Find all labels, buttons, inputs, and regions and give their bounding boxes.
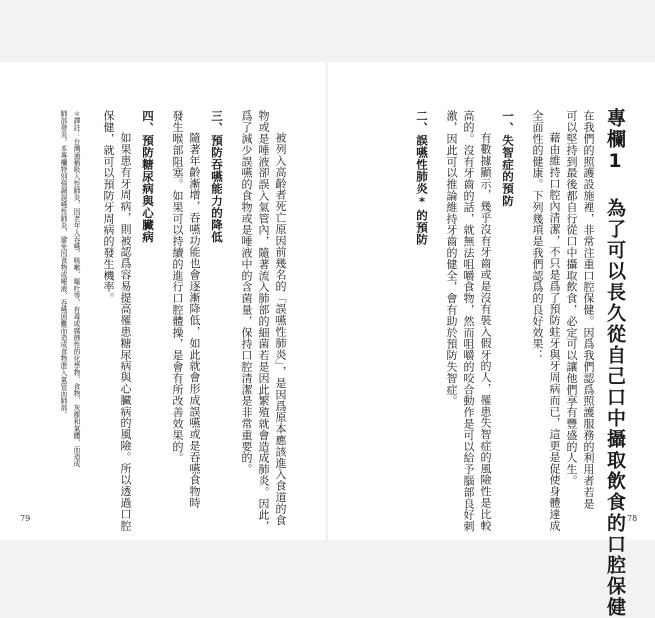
intro-line-4: 全面性的健康。下列幾項是我們認爲的良好效果：: [531, 110, 544, 361]
section4-line-2: 保健，就可以預防牙周病的發生機率。: [102, 110, 115, 304]
section1-line-2: 高的。沒有牙齒的話，就無法咀嚼食物，然而咀嚼的咬合動作是可以給予腦部良好刺: [462, 110, 475, 532]
footnote-line-2: 肺部發炎。本專欄特別強調誤嚥性肺炎，避免因食物或唾液、吞嚥困難而造成食物進入氣管而肺部。: [59, 110, 67, 418]
section1-line-3: 激，因此可以推論維持牙齒的健全，會有助於預防失智症。: [445, 110, 458, 407]
section2-line-1: 被列入高齡者死亡原因前幾名的「誤嚥性肺炎」，是因爲原本應該進入食道的食: [274, 132, 287, 526]
section4-line-1: 如果患有牙周病，則被認爲容易提高罹患糖尿病與心臟病的風險。所以透過口腔: [119, 132, 132, 531]
book-spread: [0, 62, 655, 618]
section2-line-3: 爲了減少誤嚥的食物或是唾液中的含菌量，保持口腔清潔是非常重要的。: [240, 110, 253, 475]
intro-line-2: 可以堅持到最後都自行從口中攝取飲食，必定可以讓他們享有豐盛的人生。: [565, 110, 578, 487]
footnote-line-1: ＊譯註：台灣通稱吸入性肺炎，因老年人吞嚥、咳嗽、嘔吐等，有毒或腐蝕性的化學物、食物、灰塵和氣體，而造成: [72, 110, 80, 467]
left-page: [0, 62, 327, 540]
section2-heading: 二、誤嚥性肺炎*的預防: [415, 110, 429, 246]
section1-heading: 一、失智症的預防: [501, 110, 515, 207]
column-title: 專欄1 為了可以長久從自己口中攝取飲食的口腔保健: [604, 108, 626, 618]
section3-line-2: 發生喉部阻塞。如果可以持續的進行口腔體操，是會有所改善效果的。: [171, 110, 184, 464]
section2-line-2: 物或是唾液卻誤入氣管內，隨著流入肺部的細菌若是因此繁殖就會造成肺炎。因此，: [257, 110, 270, 532]
section3-heading: 三、預防吞嚥能力的降低: [210, 110, 224, 244]
section3-line-1: 隨著年齡漸增，吞嚥功能也會逐漸降低，如此就會形成誤嚥或是吞嚥食物時: [188, 132, 201, 509]
page-number-right: 78: [627, 514, 638, 523]
intro-line-3: 藉由維持口腔內清潔，不只是爲了預防蛀牙與牙周病而已，這更是促使身體達成: [548, 132, 561, 531]
page-number-left: 79: [20, 514, 31, 523]
intro-line-1: 在我們的照護設施裡，非常注重口腔保健。因爲我們認爲照護服務的利用者若是: [582, 110, 595, 509]
section4-heading: 四、預防糖尿病與心臟病: [141, 110, 155, 244]
right-page: [327, 62, 655, 618]
section1-line-1: 有數據顯示，幾乎沒有牙齒或是沒有裝入假牙的人，罹患失智症的風險性是比較: [479, 132, 492, 531]
